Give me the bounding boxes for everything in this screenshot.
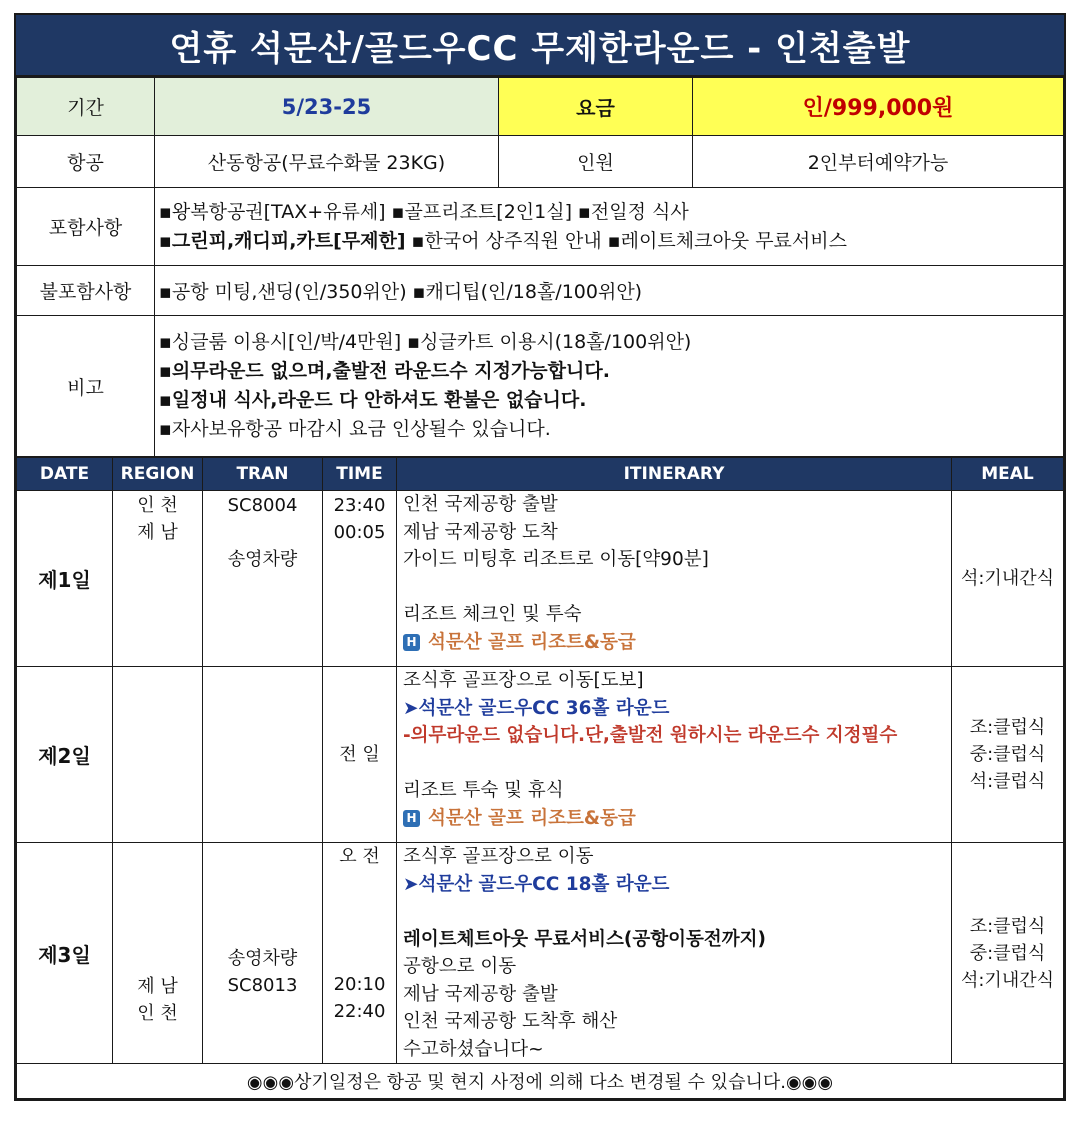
itinerary-line: 레이트체트아웃 무료서비스(공항이동전까지) xyxy=(403,928,766,950)
tran-cell xyxy=(203,667,323,843)
remarks-line-3: ▪일정내 식사,라운드 다 안하셔도 환불은 없습니다. xyxy=(159,389,587,411)
time-line: 00:05 xyxy=(333,522,386,543)
time-cell xyxy=(323,667,397,843)
tran-line: SC8013 xyxy=(227,975,298,996)
tran-line: SC8004 xyxy=(227,495,298,516)
region-line: 인 천 xyxy=(137,1003,178,1024)
meal-line: 석:클럽식 xyxy=(969,771,1046,792)
itinerary-cell xyxy=(397,843,952,1064)
price-label: 요금 xyxy=(499,78,693,136)
itinerary-line xyxy=(403,750,951,778)
meal-cell xyxy=(952,491,1064,667)
itinerary-cell xyxy=(397,491,952,667)
info-table xyxy=(16,77,1064,457)
itinerary-line: 수고하셨습니다~ xyxy=(403,1038,544,1060)
airline-label: 항공 xyxy=(17,136,155,188)
itinerary-line xyxy=(403,898,951,926)
tran-cell xyxy=(203,843,323,1064)
day-label: 제1일 xyxy=(17,491,113,667)
region-cell xyxy=(113,843,203,1064)
table-row xyxy=(17,491,1064,667)
tour-sheet xyxy=(14,13,1066,1101)
remarks-line-1: ▪싱글룸 이용시[인/박/4만원] ▪싱글카트 이용시(18홀/100위안) xyxy=(159,331,692,353)
included-line-2-rest: ▪한국어 상주직원 안내 ▪레이트체크아웃 무료서비스 xyxy=(405,229,847,252)
included-value xyxy=(155,188,1064,266)
itinerary-header-row xyxy=(17,458,1064,491)
itinerary-line: 가이드 미팅후 리조트로 이동[약90분] xyxy=(403,549,709,570)
meal-cell xyxy=(952,843,1064,1064)
col-meal: MEAL xyxy=(952,458,1064,491)
remarks-line-2: ▪의무라운드 없으며,출발전 라운드수 지정가능합니다. xyxy=(159,360,610,382)
time-cell xyxy=(323,843,397,1064)
time-line: 23:40 xyxy=(333,495,386,516)
tran-cell xyxy=(203,491,323,667)
hotel-name: 석문산 골프 리조트&동급 xyxy=(428,807,636,829)
meal-line: 중:클럽식 xyxy=(969,942,1046,964)
time-line: 22:40 xyxy=(333,1001,386,1022)
time-line: 전 일 xyxy=(339,744,380,765)
footer-note: ◉◉◉상기일정은 항공 및 현지 사정에 의해 다소 변경될 수 있습니다.◉◉◉ xyxy=(17,1064,1064,1099)
col-time: TIME xyxy=(323,458,397,491)
col-date: DATE xyxy=(17,458,113,491)
price-value: 인/999,000원 xyxy=(693,78,1064,136)
tran-line xyxy=(203,519,322,546)
remarks-label: 비고 xyxy=(17,316,155,457)
itinerary-line: 리조트 투숙 및 휴식 xyxy=(403,780,564,801)
table-row xyxy=(17,667,1064,843)
time-line: 오 전 xyxy=(339,846,380,867)
itinerary-line: 인천 국제공항 도착후 해산 xyxy=(403,1011,618,1032)
region-cell xyxy=(113,491,203,667)
itinerary-line: ➤석문산 골드우CC 18홀 라운드 xyxy=(403,873,670,895)
airline-value: 산동항공(무료수화물 23KG) xyxy=(155,136,499,188)
people-value: 2인부터예약가능 xyxy=(693,136,1064,188)
region-cell xyxy=(113,667,203,843)
included-label: 포함사항 xyxy=(17,188,155,266)
period-value: 5/23-25 xyxy=(155,78,499,136)
day-label: 제2일 xyxy=(17,667,113,843)
region-line: 제 남 xyxy=(137,976,178,997)
hotel-icon: H xyxy=(403,810,420,827)
included-line-1: ▪왕복항공권[TAX+유류세] ▪골프리조트[2인1실] ▪전일정 식사 xyxy=(159,200,689,223)
meal-line: 중:클럽식 xyxy=(969,744,1046,765)
period-label: 기간 xyxy=(17,78,155,136)
hotel-line xyxy=(403,805,951,833)
tran-line: 송영차량 xyxy=(227,549,298,570)
hotel-name: 석문산 골프 리조트&동급 xyxy=(428,631,636,653)
remarks-value xyxy=(155,316,1064,457)
region-line: 제 남 xyxy=(137,522,178,543)
hotel-line xyxy=(403,629,951,657)
itinerary-line: 조식후 골프장으로 이동 xyxy=(403,846,594,867)
included-line-2 xyxy=(159,227,1063,256)
meal-line: 조:클럽식 xyxy=(969,717,1046,738)
hotel-icon: H xyxy=(403,634,420,651)
col-tran: TRAN xyxy=(203,458,323,491)
page-title: 연휴 석문산/골드우CC 무제한라운드 - 인천출발 xyxy=(16,15,1064,77)
itinerary-line xyxy=(403,574,951,602)
itinerary-line: 제남 국제공항 출발 xyxy=(403,983,558,1005)
meal-line: 석:기내간식 xyxy=(960,568,1054,589)
itinerary-line: 제남 국제공항 도착 xyxy=(403,521,558,543)
itinerary-line: 조식후 골프장으로 이동[도보] xyxy=(403,670,644,691)
meal-line: 조:클럽식 xyxy=(969,915,1046,937)
itinerary-line: 리조트 체크인 및 투숙 xyxy=(403,604,582,625)
time-line: 20:10 xyxy=(333,974,386,995)
people-label: 인원 xyxy=(499,136,693,188)
time-cell xyxy=(323,491,397,667)
excluded-label: 불포함사항 xyxy=(17,266,155,316)
table-row xyxy=(17,843,1064,1064)
col-region: REGION xyxy=(113,458,203,491)
meal-line: 석:기내간식 xyxy=(960,969,1054,991)
itinerary-table xyxy=(16,457,1064,1099)
tran-line: 송영차량 xyxy=(227,948,298,969)
excluded-value: ▪공항 미팅,샌딩(인/350위안) ▪캐디팁(인/18홀/100위안) xyxy=(155,266,1064,316)
day-label: 제3일 xyxy=(17,843,113,1064)
col-itinerary: ITINERARY xyxy=(397,458,952,491)
included-line-2-bold: ▪그린피,캐디피,카트[무제한] xyxy=(159,229,406,252)
remarks-line-4: ▪자사보유항공 마감시 요금 인상될수 있습니다. xyxy=(159,418,551,440)
region-line: 인 천 xyxy=(137,495,178,516)
itinerary-line: 인천 국제공항 출발 xyxy=(403,494,558,515)
meal-cell xyxy=(952,667,1064,843)
itinerary-line: 공항으로 이동 xyxy=(403,956,517,977)
itinerary-cell xyxy=(397,667,952,843)
itinerary-line: ➤석문산 골드우CC 36홀 라운드 xyxy=(403,697,670,719)
itinerary-line: -의무라운드 없습니다.단,출발전 원하시는 라운드수 지정필수 xyxy=(403,725,898,746)
